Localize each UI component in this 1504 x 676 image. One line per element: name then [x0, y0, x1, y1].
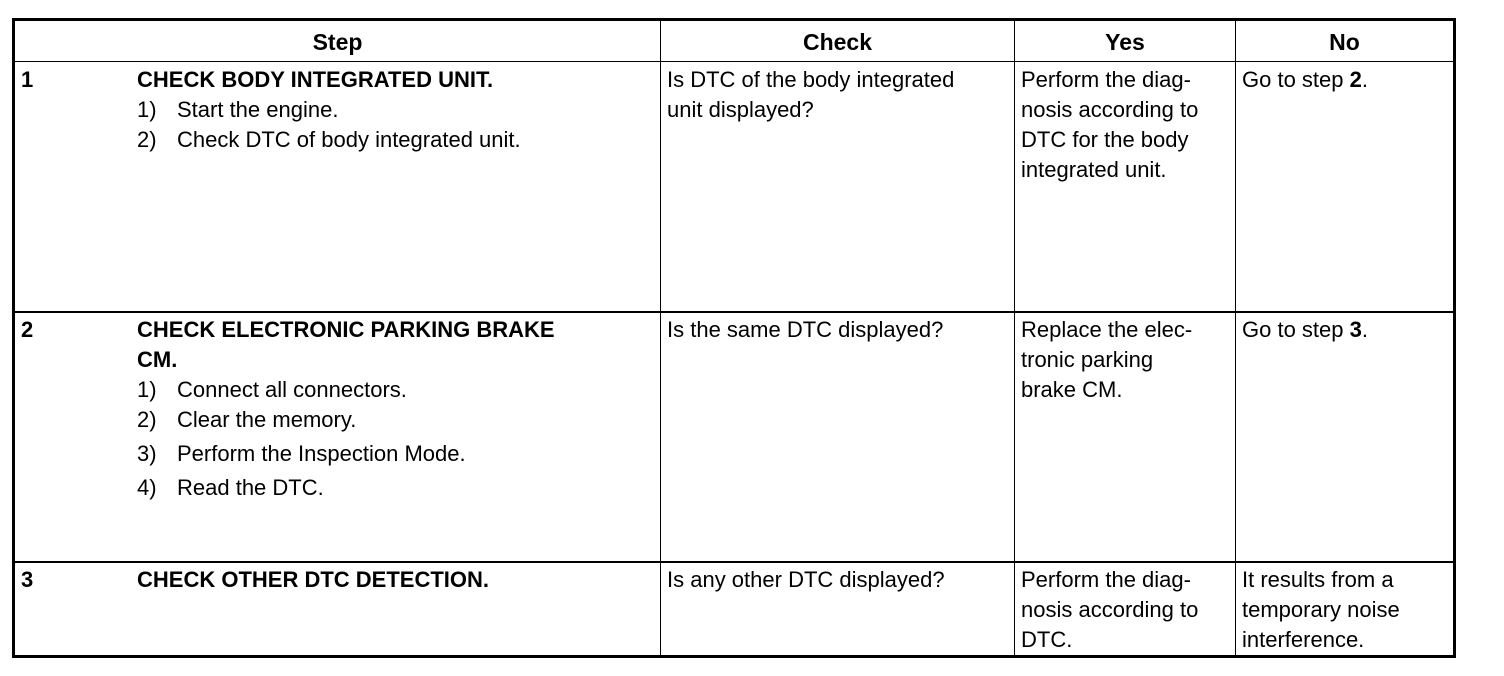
step-content	[137, 315, 652, 503]
substep-text: Perform the Inspection Mode.	[177, 441, 466, 466]
substep	[137, 439, 652, 469]
goto-step-number: 2	[1349, 67, 1362, 92]
diagnostic-table	[12, 18, 1456, 658]
no-cell	[1242, 315, 1452, 345]
check-cell	[667, 65, 1007, 125]
header-step: Step	[312, 28, 363, 55]
substep-text: Start the engine.	[177, 97, 339, 122]
check-text-line: unit displayed?	[667, 97, 814, 122]
check-text-line: Is any other DTC displayed?	[667, 567, 945, 592]
substep	[137, 375, 652, 405]
substep-number: 2)	[137, 127, 157, 152]
no-text-line: It results from a	[1242, 567, 1394, 592]
no-cell	[1242, 65, 1452, 95]
check-cell	[667, 315, 1007, 345]
no-cell	[1242, 565, 1452, 655]
substep-text: Clear the memory.	[177, 407, 357, 432]
yes-text-line: Perform the diag-	[1021, 67, 1191, 92]
substep-text: Check DTC of body integrated unit.	[177, 127, 521, 152]
column-divider	[1014, 21, 1015, 655]
no-text-suffix: .	[1361, 67, 1368, 92]
yes-text-line: Perform the diag-	[1021, 567, 1191, 592]
yes-text-line: brake CM.	[1021, 377, 1123, 402]
substep-number: 2)	[137, 407, 157, 432]
substep-number: 3)	[137, 441, 157, 466]
check-text-line: Is the same DTC displayed?	[667, 317, 944, 342]
substep-number: 1)	[137, 97, 157, 122]
header-no: No	[1329, 28, 1360, 55]
check-text-line: Is DTC of the body integrated	[667, 67, 955, 92]
step-title: CHECK BODY INTEGRATED UNIT.	[137, 67, 494, 92]
header-yes: Yes	[1105, 28, 1145, 55]
substep	[137, 125, 652, 155]
step-number: 3	[21, 567, 34, 592]
column-divider	[660, 21, 661, 655]
step-number: 1	[21, 67, 34, 92]
yes-text-line: DTC for the body	[1021, 127, 1189, 152]
column-divider	[1235, 21, 1236, 655]
no-text-suffix: .	[1361, 317, 1368, 342]
check-cell	[667, 565, 1007, 595]
yes-cell	[1021, 315, 1231, 405]
step-title-line: CM.	[137, 347, 178, 372]
step-content	[137, 565, 652, 595]
substep	[137, 95, 652, 125]
yes-text-line: nosis according to	[1021, 97, 1199, 122]
yes-text-line: nosis according to	[1021, 597, 1199, 622]
step-title: CHECK OTHER DTC DETECTION.	[137, 567, 489, 592]
step-number: 2	[21, 317, 34, 342]
substep-text: Connect all connectors.	[177, 377, 407, 402]
yes-text-line: Replace the elec-	[1021, 317, 1193, 342]
substep-number: 1)	[137, 377, 157, 402]
row-divider	[15, 561, 1453, 563]
yes-cell	[1021, 565, 1231, 655]
no-text-line: interference.	[1242, 627, 1365, 652]
substep-text: Read the DTC.	[177, 475, 324, 500]
yes-text-line: DTC.	[1021, 627, 1073, 652]
no-text: Go to step	[1242, 67, 1350, 92]
substep	[137, 473, 652, 503]
row-divider	[15, 311, 1453, 313]
goto-step-number: 3	[1349, 317, 1362, 342]
step-title-line: CHECK ELECTRONIC PARKING BRAKE	[137, 317, 555, 342]
no-text: Go to step	[1242, 317, 1350, 342]
header-check: Check	[802, 28, 873, 55]
step-content	[137, 65, 652, 155]
yes-text-line: tronic parking	[1021, 347, 1154, 372]
yes-text-line: integrated unit.	[1021, 157, 1167, 182]
substep-number: 4)	[137, 475, 157, 500]
yes-cell	[1021, 65, 1231, 185]
substep	[137, 405, 652, 435]
no-text-line: temporary noise	[1242, 597, 1400, 622]
